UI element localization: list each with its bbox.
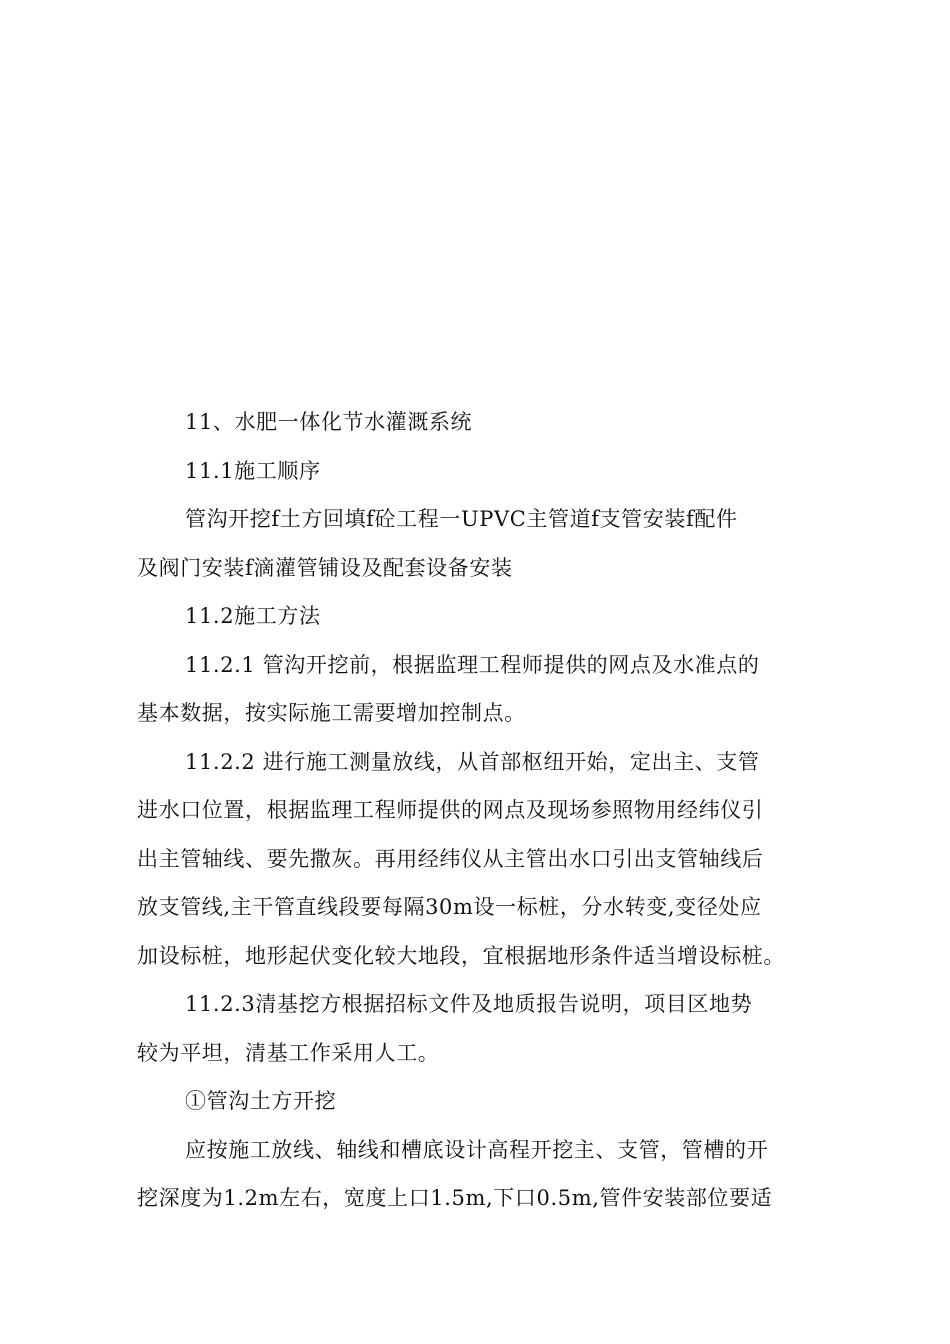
paragraph-line: 11.2.1 管沟开挖前，根据监理工程师提供的网点及水准点的	[185, 652, 760, 677]
paragraph-line: 11.2.2 进行施工测量放线，从首部枢纽开始，定出主、支管	[185, 749, 760, 774]
paragraph-line: 11.2.3清基挖方根据招标文件及地质报告说明，项目区地势	[185, 992, 753, 1016]
subsection-heading: 11.1施工顺序	[185, 458, 321, 483]
list-item-heading: ①管沟土方开挖	[185, 1089, 337, 1113]
paragraph-line: 加设标桩，地形起伏变化较大地段，宜根据地形条件适当增设标桩。	[137, 943, 785, 968]
document-body	[137, 398, 827, 1223]
paragraph-line: 基本数据，按实际施工需要增加控制点。	[137, 701, 526, 725]
paragraph-line: 管沟开挖f土方回填f砼工程一UPVC主管道f支管安装f配件	[185, 507, 738, 531]
paragraph-line: 放支管线,主干管直线段要每隔30m设一标桩，分水转变,变径处应	[137, 895, 762, 919]
paragraph-line: 及阀门安装f滴灌管铺设及配套设备安装	[137, 555, 513, 580]
paragraph-line: 出主管轴线、要先撒灰。再用经纬仪从主管出水口引出支管轴线后	[137, 846, 764, 871]
paragraph-line: 进水口位置，根据监理工程师提供的网点及现场参照物用经纬仪引	[137, 798, 764, 822]
paragraph-line: 较为平坦，清基工作采用人工。	[137, 1040, 440, 1065]
subsection-heading: 11.2施工方法	[185, 604, 321, 628]
paragraph-line: 挖深度为1.2m左右，宽度上口1.5m,下口0.5m,管件安装部位要适	[137, 1186, 773, 1210]
section-heading: 11、水肥一体化节水灌溉系统	[185, 410, 473, 434]
paragraph-line: 应按施工放线、轴线和槽底设计高程开挖主、支管，管槽的开	[185, 1137, 769, 1162]
